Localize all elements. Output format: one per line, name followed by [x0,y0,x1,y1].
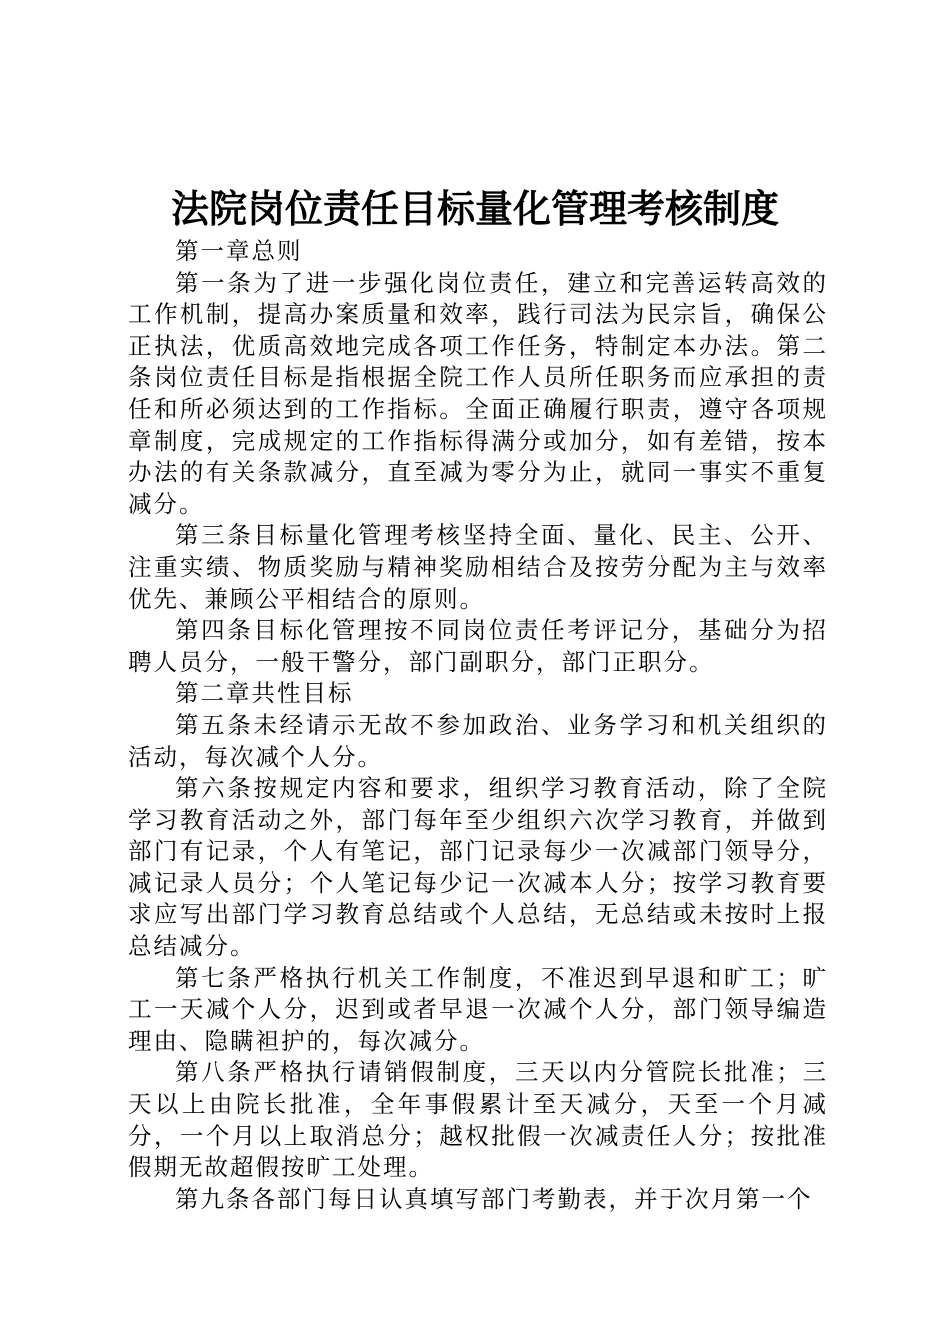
article-paragraph: 第一条为了进一步强化岗位责任，建立和完善运转高效的工作机制，提高办案质量和效率，践行司法为民宗旨，确保公正执法，优质高效地完成各项工作任务，特制定本办法。第二条岗位责任目标是指根据全院工作人员所任职务而应承担的责任和所必须达到的工作指标。全面正确履行职责，遵守各项规章制度，完成规定的工作指标得满分或加分，如有差错，按本办法的有关条款减分，直至减为零分为止，就同一事实不重复减分。 [128,268,828,518]
article-paragraph: 第三条目标量化管理考核坚持全面、量化、民主、公开、注重实绩、物质奖励与精神奖励相结合及按劳分配为主与效率优先、兼顾公平相结合的原则。 [128,521,828,613]
article-paragraph: 第六条按规定内容和要求，组织学习教育活动，除了全院学习教育活动之外，部门每年至少组织六次学习教育，并做到部门有记录，个人有笔记，部门记录每少一次减部门领导分，减记录人员分；个人笔记每少记一次减本人分；按学习教育要求应写出部门学习教育总结或个人总结，无总结或未按时上报总结减分。 [128,774,828,961]
chapter-heading: 第一章总则 [175,237,303,265]
document-title: 法院岗位责任目标量化管理考核制度 [170,187,779,231]
article-paragraph: 第五条未经请示无故不参加政治、业务学习和机关组织的活动，每次减个人分。 [128,710,828,771]
article-paragraph: 第七条严格执行机关工作制度，不准迟到早退和旷工；旷工一天减个人分，迟到或者早退一次减个人分，部门领导编造理由、隐瞒袒护的，每次减分。 [128,963,828,1055]
article-paragraph: 第八条严格执行请销假制度，三天以内分管院长批准；三天以上由院长批准，全年事假累计至天减分，天至一个月减分，一个月以上取消总分；越权批假一次减责任人分；按批准假期无故超假按旷工处理。 [128,1058,828,1182]
chapter-heading: 第二章共性目标 [175,679,354,708]
article-paragraph: 第四条目标化管理按不同岗位责任考评记分，基础分为招聘人员分，一般干警分，部门副职分，部门正职分。 [128,616,828,676]
document-body [128,236,828,1215]
article-paragraph: 第九条各部门每日认真填写部门考勤表，并于次月第一个 [175,1184,813,1213]
